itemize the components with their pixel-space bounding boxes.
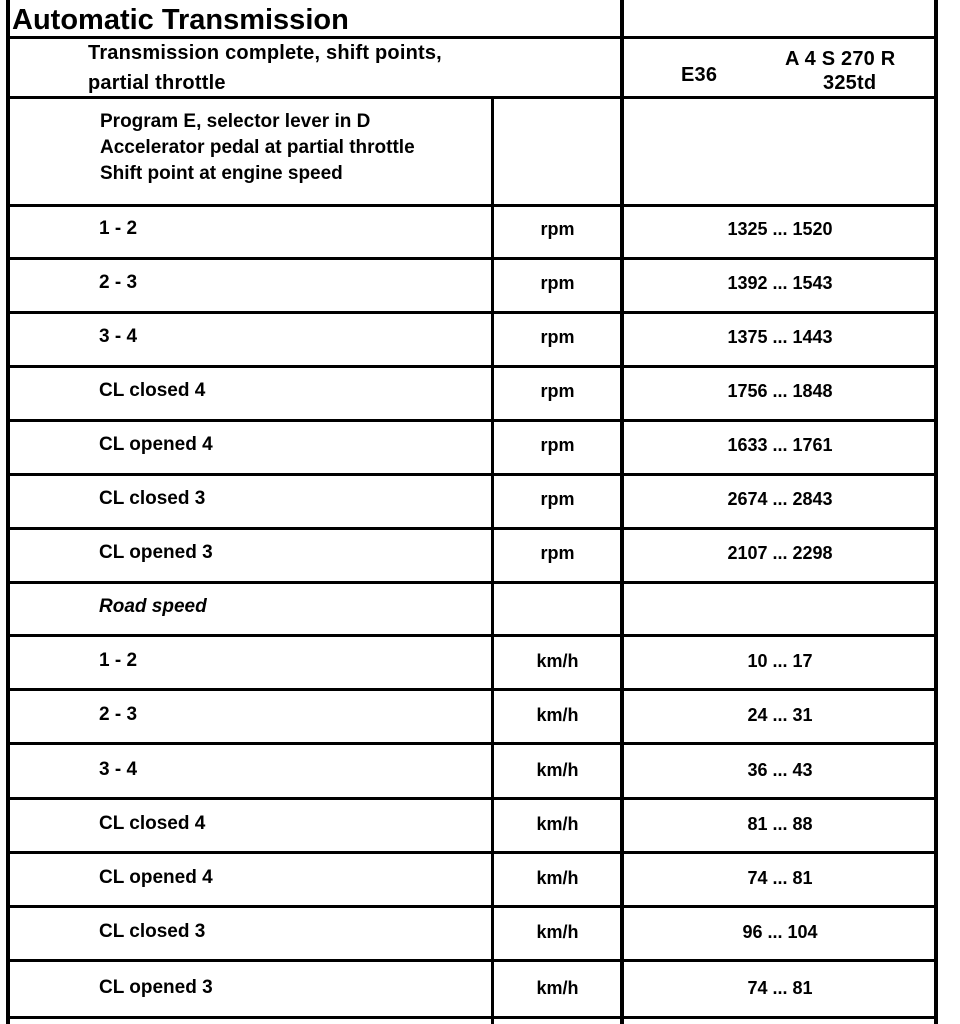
shift-label: 2 - 3 [99,272,138,293]
shift-unit: km/h [536,705,579,725]
row-divider [6,581,938,584]
program-note-line-1: Program E, selector lever in D [100,111,371,132]
shift-label: CL opened 4 [99,434,213,455]
shift-value: 2674 ... 2843 [727,489,833,509]
shift-label: CL closed 3 [99,921,206,942]
shift-value: 24 ... 31 [747,705,813,725]
header-description-line-1: Transmission complete, shift points, [88,42,442,64]
shift-value: 96 ... 104 [742,922,818,942]
shift-unit: km/h [536,814,579,834]
row-divider [6,204,938,207]
program-note-line-3: Shift point at engine speed [100,163,343,184]
shift-unit: rpm [540,543,575,563]
title-row-divider [6,36,938,39]
shift-unit: km/h [536,922,579,942]
shift-value: 74 ... 81 [747,868,813,888]
row-divider [6,797,938,800]
header-variant: 325td [823,72,877,94]
table-bottom-border [6,1016,938,1019]
row-divider [6,905,938,908]
shift-label: CL opened 3 [99,977,213,998]
table-left-border [6,0,10,1024]
shift-unit: km/h [536,651,579,671]
road-speed-heading: Road speed [99,596,207,617]
shift-label: 2 - 3 [99,704,138,725]
shift-value: 36 ... 43 [747,760,813,780]
shift-unit: km/h [536,760,579,780]
shift-value: 1375 ... 1443 [727,327,833,347]
row-divider [6,959,938,962]
header-row-divider [6,96,938,99]
shift-value: 10 ... 17 [747,651,813,671]
program-note-line-2: Accelerator pedal at partial throttle [100,137,415,158]
row-divider [6,634,938,637]
shift-unit: rpm [540,327,575,347]
row-divider [6,419,938,422]
shift-label: CL closed 3 [99,488,206,509]
row-divider [6,742,938,745]
row-divider [6,851,938,854]
row-divider [6,311,938,314]
shift-unit: rpm [540,435,575,455]
row-divider [6,688,938,691]
unit-column-divider [491,97,494,1024]
shift-unit: rpm [540,273,575,293]
row-divider [6,365,938,368]
shift-label: 3 - 4 [99,326,138,347]
page-title: Automatic Transmission [12,4,349,36]
shift-label: CL closed 4 [99,813,206,834]
shift-label: 1 - 2 [99,218,138,239]
shift-label: CL closed 4 [99,380,206,401]
shift-value: 1756 ... 1848 [727,381,833,401]
shift-value: 1633 ... 1761 [727,435,833,455]
shift-label: CL opened 3 [99,542,213,563]
shift-unit: km/h [536,978,579,998]
value-column-divider [620,0,624,1024]
row-divider [6,473,938,476]
header-transmission-type: A 4 S 270 R [785,48,896,70]
shift-unit: rpm [540,219,575,239]
row-divider [6,527,938,530]
shift-label: CL opened 4 [99,867,213,888]
shift-value: 2107 ... 2298 [727,543,833,563]
shift-unit: km/h [536,868,579,888]
header-model: E36 [681,64,718,86]
shift-value: 1325 ... 1520 [727,219,833,239]
shift-label: 1 - 2 [99,650,138,671]
shift-value: 1392 ... 1543 [727,273,833,293]
shift-unit: rpm [540,381,575,401]
header-description-line-2: partial throttle [88,72,226,94]
shift-label: 3 - 4 [99,759,138,780]
row-divider [6,257,938,260]
shift-unit: rpm [540,489,575,509]
shift-value: 74 ... 81 [747,978,813,998]
shift-value: 81 ... 88 [747,814,813,834]
